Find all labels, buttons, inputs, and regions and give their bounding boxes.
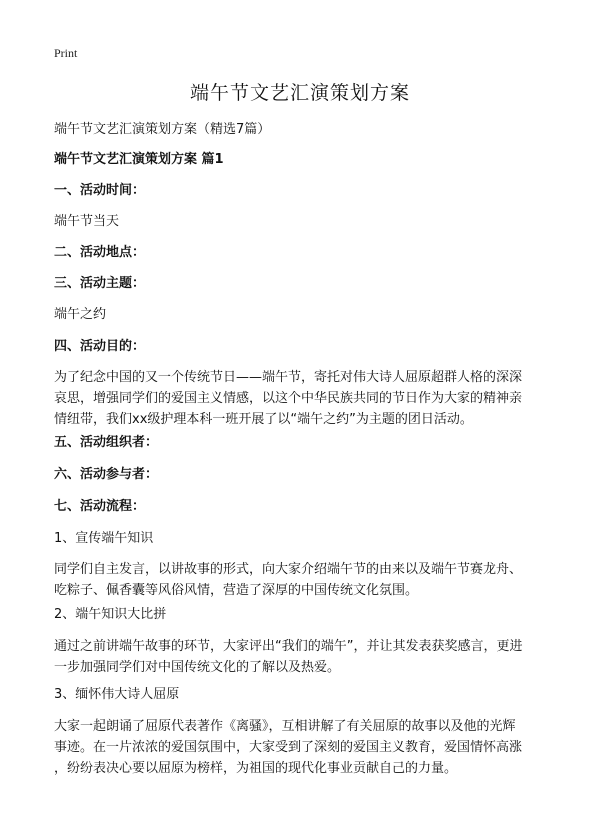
step1-paragraph [54, 559, 554, 601]
heading-organizer: 五、活动组织者： [54, 435, 159, 450]
section-title: 端午节文艺汇演策划方案 篇1 [54, 152, 224, 167]
purpose-line: 为了纪念中国的又一个传统节日——端午节，寄托对伟大诗人屈原超群人格的深深 [54, 370, 523, 385]
heading-time: 一、活动时间： [54, 183, 146, 198]
step1-line: 吃粽子、佩香囊等风俗风情，营造了深厚的中国传统文化氛围。 [54, 583, 419, 598]
heading-place: 二、活动地点： [54, 245, 146, 260]
step1-line: 同学们自主发言，以讲故事的形式，向大家介绍端午节的由来以及端午节赛龙舟、 [54, 562, 523, 577]
heading-participants: 六、活动参与者： [54, 467, 159, 482]
step3-line: 事迹。在一片浓浓的爱国氛围中，大家受到了深刻的爱国主义教育，爱国情怀高涨 [54, 740, 523, 755]
step1-title: 1、宣传端午知识 [54, 531, 154, 546]
step3-paragraph [54, 716, 554, 779]
step2-line: 通过之前讲端午故事的环节，大家评出“我们的端午”，并让其发表获奖感言，更进 [54, 639, 523, 654]
purpose-paragraph [54, 367, 554, 430]
time-value: 端午节当天 [54, 214, 120, 229]
step2-line: 一步加强同学们对中国传统文化的了解以及热爱。 [54, 660, 341, 675]
step2-paragraph [54, 636, 554, 678]
step3-title: 3、缅怀伟大诗人屈原 [54, 687, 180, 702]
step2-title: 2、端午知识大比拼 [54, 607, 167, 622]
theme-value: 端午之约 [54, 307, 107, 322]
heading-purpose: 四、活动目的： [54, 339, 146, 354]
step3-line: ，纷纷表决心要以屈原为榜样，为祖国的现代化事业贡献自己的力量。 [54, 761, 458, 776]
document-subtitle: 端午节文艺汇演策划方案（精选7篇） [54, 122, 271, 137]
purpose-line: 哀思，增强同学们的爱国主义情感，以这个中华民族共同的节日作为大家的精神亲 [54, 391, 523, 406]
heading-process: 七、活动流程： [54, 499, 146, 514]
document-title: 端午节文艺汇演策划方案 [189, 82, 410, 104]
heading-theme: 三、活动主题： [54, 276, 146, 291]
print-label: Print [54, 46, 78, 60]
purpose-line: 情纽带，我们xx级护理本科一班开展了以“端午之约”为主题的团日活动。 [54, 412, 473, 427]
step3-line: 大家一起朗诵了屈原代表著作《离骚》，互相讲解了有关屈原的故事以及他的光辉 [54, 719, 516, 734]
